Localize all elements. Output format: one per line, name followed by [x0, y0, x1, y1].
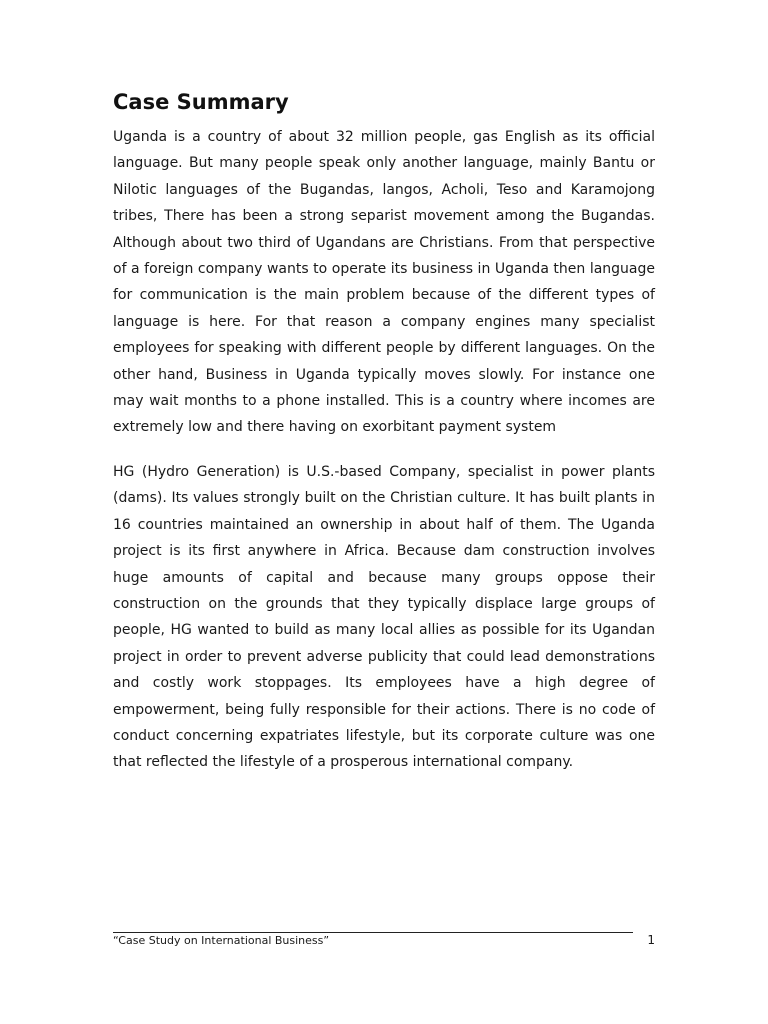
paragraph-uganda-overview: Uganda is a country of about 32 million people, gas English as its official language. But many people speak only another language, mainly Bantu or Nilotic languages of the Bugandas, langos, Acholi, Teso and Karamojong tribes, There has been a strong separist movement among the Bugandas. Although about two third of Ugandans are Christians. From that perspective of a foreign company wants to operate its business in Uganda then language for communication is the main problem because of the different types of language is here. For that reason a company engines many specialist employees for speaking with different people by different languages. On the other hand, Business in Uganda typically moves slowly. For instance one may wait months to a phone installed. This is a country where incomes are extremely low and there having on exorbitant payment system	[113, 129, 655, 436]
page-footer	[113, 932, 655, 952]
page-body	[113, 86, 655, 776]
page-title: Case Summary	[113, 90, 289, 114]
page-number: 1	[647, 933, 655, 947]
footer-divider	[113, 932, 633, 933]
footer-note: “Case Study on International Business”	[113, 934, 330, 947]
paragraph-hg-company: HG (Hydro Generation) is U.S.-based Company, specialist in power plants (dams). Its values strongly built on the Christian culture. It has built plants in 16 countries maintained an ownership in about half of them. The Uganda project is its first anywhere in Africa. Because dam construction involves huge amounts of capital and because many groups oppose their construction on the grounds that they typically displace large groups of people, HG wanted to build as many local allies as possible for its Ugandan project in order to prevent adverse publicity that could lead demonstrations and costly work stoppages. Its employees have a high degree of empowerment, being fully responsible for their actions. There is no code of conduct concerning expatriates lifestyle, but its corporate culture was one that reflected the lifestyle of a prosperous international company.	[113, 463, 655, 771]
